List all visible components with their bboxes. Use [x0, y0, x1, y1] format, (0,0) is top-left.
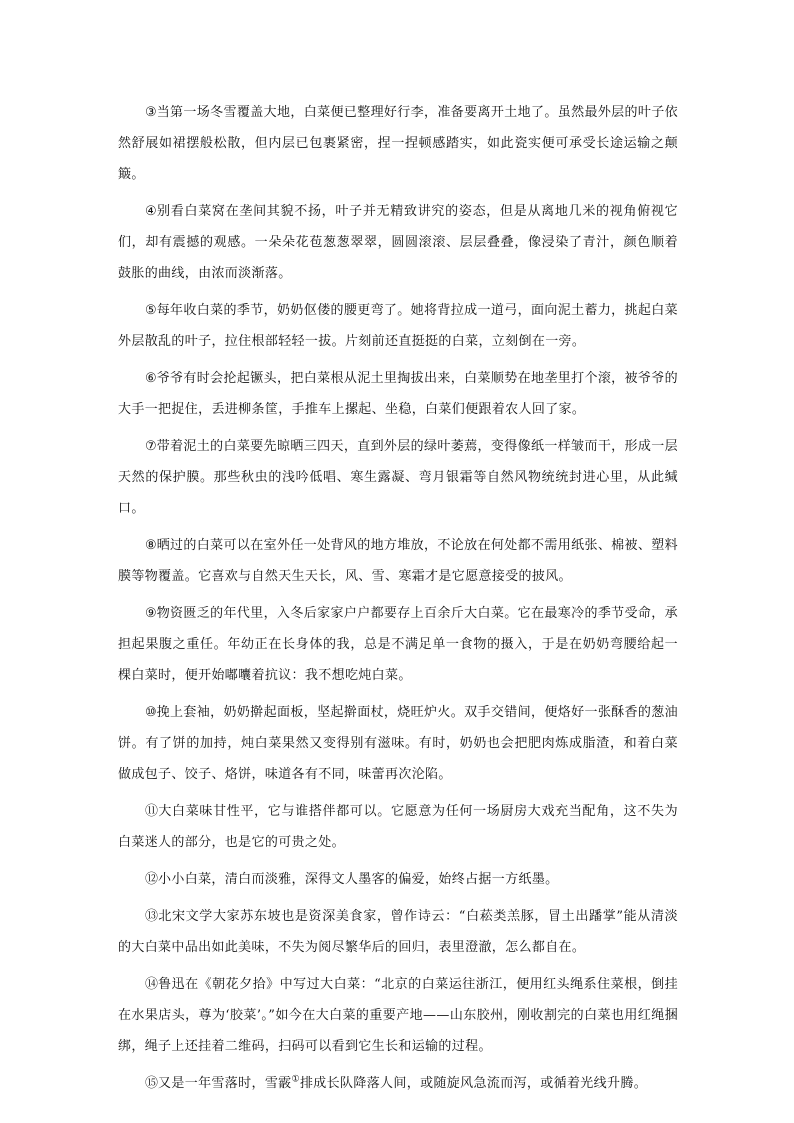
paragraph-6: [118, 363, 678, 425]
document-page: [118, 97, 678, 1105]
paragraph-text: 小小白菜，清白而淡雅，深得文人墨客的偏爱，始终占据一方纸墨。: [158, 872, 559, 887]
paragraph-number: ⑥: [145, 371, 157, 386]
paragraph-text: 大白菜味甘性平，它与谁搭伴都可以。它愿意为任何一场厨房大戏充当配角，这不失为白菜迷人的部分，也是它的可贵之处。: [118, 804, 678, 850]
paragraph-number: ⑨: [145, 606, 157, 621]
paragraph-text: 带着泥土的白菜要先晾晒三四天，直到外层的绿叶萎蔫，变得像纸一样皱而干，形成一层天然的保护膜。那些秋虫的浅吟低唱、寒生露凝、弯月银霜等自然风物统统封进心里，从此缄口。: [118, 439, 679, 516]
paragraph-number: ⑭: [145, 977, 159, 992]
paragraph-text: 别看白菜窝在垄间其貌不扬，叶子并无精致讲究的姿态，但是从离地几米的视角俯视它们，却有震撼的观感。一朵朵花苞葱葱翠翠，圆圆滚滚、层层叠叠，像浸染了青汁，颜色顺着鼓胀的曲线，由浓而淡渐落。: [118, 204, 678, 281]
paragraph-15: [118, 1068, 678, 1099]
paragraph-3: [118, 97, 678, 190]
paragraph-number: ⑤: [145, 303, 157, 318]
paragraph-text: 爷爷有时会抡起镢头，把白菜根从泥土里掏拔出来，白菜顺势在地垄里打个滚，被爷爷的大手一把捉住，丢进柳条筐，手推车上摞起、坐稳，白菜们便跟着农人回了家。: [118, 371, 679, 417]
paragraph-4: [118, 196, 678, 289]
footnote-marker: ①: [291, 1074, 300, 1085]
paragraph-13: [118, 901, 678, 963]
paragraph-5: [118, 295, 678, 357]
paragraph-text: 又是一年雪落时，雪霰: [158, 1076, 292, 1091]
paragraph-number: ⑩: [145, 705, 157, 720]
paragraph-12: [118, 864, 678, 895]
paragraph-number: ⑫: [145, 872, 159, 887]
paragraph-text: 晒过的白菜可以在室外任一处背风的地方堆放，不论放在何处都不需用纸张、棉被、塑料膜等物覆盖。它喜欢与自然天生天长，风、雪、寒霜才是它愿意接受的披风。: [118, 538, 679, 584]
paragraph-8: [118, 530, 678, 592]
paragraph-number: ④: [145, 204, 158, 219]
paragraph-text-continued: 排成长队降落人间，或随旋风急流而泻，或循着光线升腾。: [299, 1076, 648, 1091]
paragraph-number: ⑬: [145, 909, 159, 924]
paragraph-9: [118, 598, 678, 691]
paragraph-number: ③: [145, 105, 157, 120]
paragraph-text: 当第一场冬雪覆盖大地，白菜便已整理好行李，准备要离开土地了。虽然最外层的叶子依然舒展如裙摆般松散，但内层已包裹紧密，捏一捏顿感踏实，如此瓷实便可承受长途运输之颠簸。: [118, 105, 679, 182]
paragraph-text: 挽上套袖，奶奶擀起面板，坚起擀面杖，烧旺炉火。双手交错间，便烙好一张酥香的葱油饼。有了饼的加持，炖白菜果然又变得别有滋味。有时，奶奶也会把肥肉炼成脂渣，和着白菜做成包子、饺子、烙饼，味道各有不同，味蕾再次沦陷。: [118, 705, 679, 782]
paragraph-11: [118, 796, 678, 858]
paragraph-text: 物资匮乏的年代里，入冬后家家户户都要存上百余斤大白菜。它在最寒冷的季节受命，承担起果腹之重任。年幼正在长身体的我，总是不满足单一食物的摄入，于是在奶奶弯腰给起一棵白菜时，便开始嘟囔着抗议：我不想吃炖白菜。: [118, 606, 679, 683]
paragraph-text: 每年收白菜的季节，奶奶伛偻的腰更弯了。她将背拉成一道弓，面向泥土蓄力，挑起白菜外层散乱的叶子，拉住根部轻轻一拔。片刻前还直挺挺的白菜，立刻倒在一旁。: [118, 303, 679, 349]
paragraph-number: ⑪: [145, 804, 159, 819]
paragraph-14: [118, 969, 678, 1062]
paragraph-number: ⑦: [145, 439, 157, 454]
paragraph-number: ⑧: [145, 538, 157, 553]
paragraph-text: 鲁迅在《朝花夕拾》中写过大白菜：“北京的白菜运往浙江，便用红头绳系住菜根，倒挂在水果店头，尊为‘胶菜’。”如今在大白菜的重要产地——山东胶州，刚收割完的白菜也用红绳捆绑，绳子上还挂着二维码，扫码可以看到它生长和运输的过程。: [118, 977, 678, 1054]
paragraph-7: [118, 431, 678, 524]
paragraph-text: 北宋文学大家苏东坡也是资深美食家，曾作诗云：“白菘类羔豚，冒土出蹯掌”能从清淡的大白菜中品出如此美味，不失为阅尽繁华后的回归，表里澄澈，怎么都自在。: [118, 909, 678, 955]
paragraph-10: [118, 697, 678, 790]
paragraph-number: ⑮: [145, 1076, 159, 1091]
